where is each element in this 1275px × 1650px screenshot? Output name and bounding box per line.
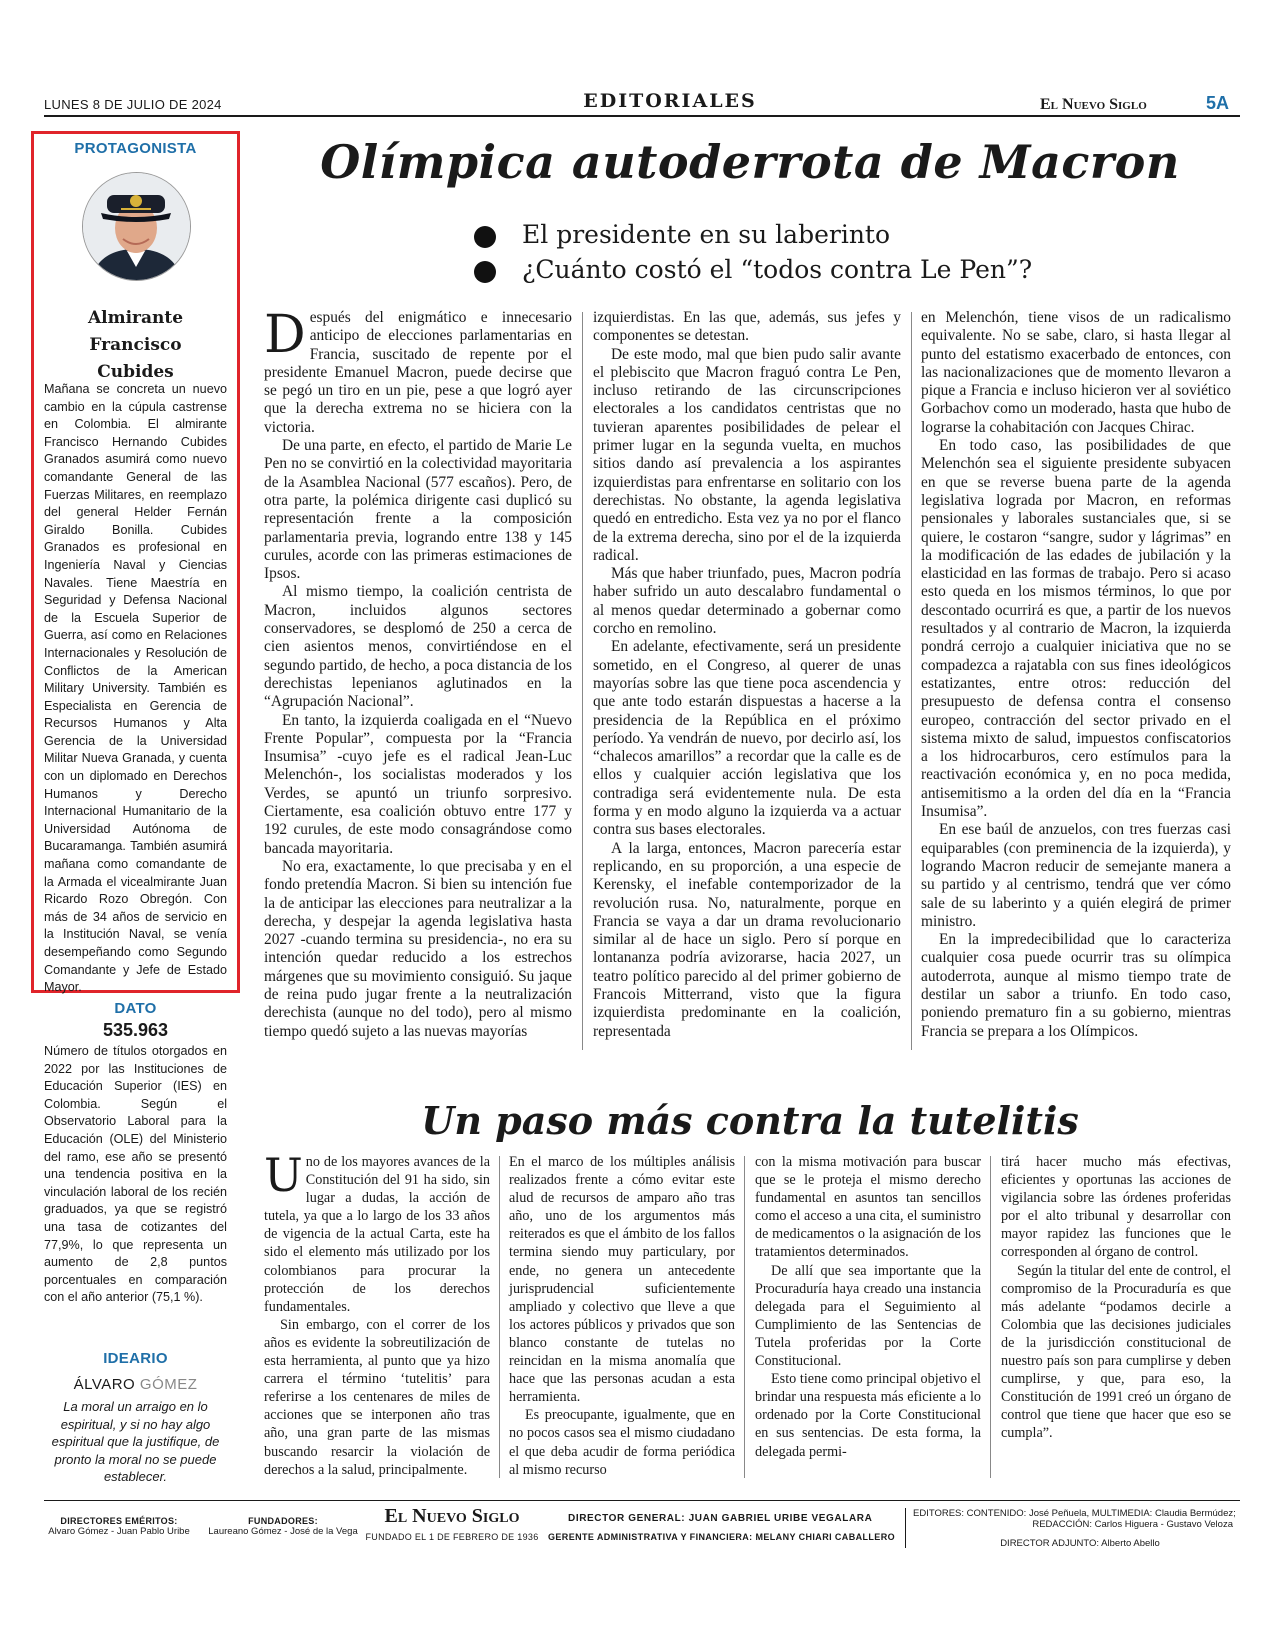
paragraph: no de los mayores avances de la Constitución del 91 ha sido, sin lugar a dudas, la acción de tutela, ya que a lo largo de los 33 años de vigencia de la actual Carta, este ha sido el elemento más utilizado por los colombianos para procurar la protección de los derechos fundamentales. [264,1154,490,1315]
paragraph: espués del enigmático e innecesario anticipo de elecciones parlamentarias en Francia, suscitado de repente por el presidente Emanuel Macron, puede decirse que se pegó un tiro en un pie, pese a que logró ayer que la derecha extrema no se hiciera con la victoria. [264,309,572,436]
paragraph: en Melenchón, tiene visos de un radicalismo equivalente. No se sabe, claro, si hasta llegar al punto del estatismo exacerbado de entonces, con las nacionalizaciones que de momento llevaron a pique a Francia e incluso hicieron ver al soviético Gorbachov como un moderado, hasta que hubo de lograrse la cohabitación con Jacques Chirac. [921,309,1231,436]
column-divider [911,312,912,1050]
admiral-portrait-icon [83,173,190,280]
author-last-name: GÓMEZ [139,1376,198,1393]
directores-emeritos [44,1516,194,1537]
emeritos-names: Alvaro Gómez - Juan Pablo Uribe [48,1526,190,1537]
paragraph: con la misma motivación para buscar que se le proteja el mismo derecho fundamental en asuntos tan sencillos como el acceso a una cita, el suministro de medicamentos o la asignación de los tratamientos determinados. [755,1154,981,1261]
ideario-author [34,1376,237,1393]
drop-cap: D [264,305,306,365]
paragraph: Más que haber triunfado, pues, Macron podría haber sufrido un auto descalabro fundamental o al menos quedar determinado a gobernar como corcho en remolino. [593,565,901,638]
editorial-1-title: Olímpica autoderrota de Macron [320,135,1180,189]
editorial-2-column-1 [264,1148,490,1479]
drop-cap: U [264,1148,303,1202]
paragraph: No era, exactamente, lo que precisaba y en el fondo pretendía Macron. Si bien su intención fue la de anticipar las elecciones para neutralizar a la derecha, y despejar la agenda legislativa hasta 2027 -cuando termina su presidencia-, no era su intención quedar reducido a los estrechos márgenes que su movimiento consiguió. Su jaque de reina pudo jugar frente a la neutralización derechista (aunque no del todo), pero al mismo tiempo quedó sujeto a las nuevas mayorías [264,857,572,1040]
fundadores [208,1516,358,1537]
paragraph: Según la titular del ente de control, el compromiso de la Procuraduría es que más adelante “podamos decirle a Colombia que las decisiones judiciales de la jurisdicción constitucional de nuestro país son para cumplirse y deben cumplirse, y que, para eso, la Constitución de 1991 creó un órgano de control que tiene que hacer que eso se cumpla”. [1001,1262,1231,1442]
page-number: 5A [1206,93,1230,113]
dato-label: DATO [114,1000,157,1017]
editorial-2-column-4 [1001,1153,1231,1443]
paragraph: En adelante, efectivamente, será un presidente sometido, en el Congreso, al querer de unas mayorías sobre las que tiene poca ascendencia y que ante todo estarán dispuestas a hacerse a la presidencia de la República en el próximo período. Ya vendrán de nuevo, por decirlo así, los “chalecos amarillos” a recordar que la calle es de ellos y cualquier acción legislativa que los contradiga será evidentemente nula. De esta forma y en modo alguno la izquierda va a actuar contra sus bases electorales. [593,638,901,839]
ideario-quote: La moral un arraigo en lo espiritual, y si no hay algo espiritual que la justifique, de pronto la moral no se puede establecer. [51,1399,220,1484]
editores-line-2: REDACCIÓN: Carlos Higuera - Gustavo Veloza [1032,1519,1233,1530]
dato-number: 535.963 [102,1020,169,1040]
bullet-icon [474,261,496,283]
editorial-1-deck-2: ¿Cuánto costó el “todos contra Le Pen”? [522,255,1033,284]
paragraph: tirá hacer mucho más efectivas, eficientes y oportunas las acciones de vigilancia sobre las órdenes proferidas por el alto tribunal y desarrollar con mayor rapidez las funciones que le corresponden al órgano de control. [1001,1154,1231,1261]
protagonist-name [44,305,227,386]
protagonist-name-line: Cubides [97,362,174,382]
editorial-1-column-1 [264,305,572,1041]
newspaper-name: El Nuevo Siglo [1040,96,1147,113]
paragraph: De este modo, mal que bien pudo salir avante el plebiscito que Macron fraguó contra Le Pen, incluso retirando de las circunscripciones electorales a los candidatos centristas que no tuvieran aparentes posibilidades de pelear el primer lugar en la segunda vuelta, en muchos sitios dando así prevalencia a los aspirantes izquierdistas para enfrentarse en solitario con los derechistas. No obstante, la agenda legislativa quedó en entredicho. Esta vez ya no por el flanco de la extrema derecha, sino por el de la izquierda radical. [593,345,901,564]
paragraph: Al mismo tiempo, la coalición centrista de Macron, incluidos algunos sectores conservadores, se desplomó de 250 a cerca de cien asientos menos, convirtiéndose en el segundo partido, de hecho, a poca distancia de los derechistas lepenianos aglutinados en la “Agrupación Nacional”. [264,583,572,711]
paragraph: En todo caso, las posibilidades de que Melenchón sea el siguiente presidente subyacen en que se reverse buena parte de la agenda legislativa lograda por Macron, en reformas pensionales y laborales sustanciales que, si se quiere, le costaron “sangre, sudor y lágrimas” en la modificación de las edades de jubilación y la elasticidad en las formas de trabajo. Pero si acaso esto queda en los mismos términos, lo que por descontado ocurrirá es que, a partir de los nuevos resultados y al contrario de Macron, la izquierda pondrá cerrojo a cualquier iniciativa que no se compadezca a rajatabla con sus fines ideológicos estatizantes, entre otros: reducción del presupuesto de defensa contra el consenso europeo, contracción del sector privado en el sistema mixto de salud, impuestos confiscatorios a los hidrocarburos, cero estímulos para la reactivación económica y, en no poca medida, antisemitismo a la orden del día en la “Francia Insumisa”. [921,437,1231,821]
footer-rule [44,1500,1240,1501]
director-adjunto: DIRECTOR ADJUNTO: Alberto Abello [1000,1538,1160,1549]
author-first-name: ÁLVARO [73,1376,136,1393]
gerente: GERENTE ADMINISTRATIVA Y FINANCIERA: MELANY CHIARI CABALLERO [548,1532,896,1542]
paragraph: Es preocupante, igualmente, que en no pocos casos sea el mismo ciudadano el que deba acudir de forma periódica al mismo recurso [509,1407,735,1478]
footer-founded: FUNDADO EL 1 DE FEBRERO DE 1936 [365,1532,539,1542]
fundadores-names: Laureano Gómez - José de la Vega [208,1526,358,1537]
editorial-2-column-3 [755,1153,981,1461]
column-divider [990,1156,991,1478]
paragraph: De allí que sea importante que la Procuraduría haya creado una instancia delegada para el Seguimiento al Cumplimiento de las Sentencias de Tutela proferidas por la Corte Constitucional. [755,1262,981,1370]
page-date: LUNES 8 DE JULIO DE 2024 [44,97,222,112]
paragraph: De una parte, en efecto, el partido de Marie Le Pen no se convirtió en la colectividad mayoritaria de la Asamblea Nacional (577 escaños). Pero, de otra parte, la polémica dirigente casi duplicó su representación frente a la composición parlamentaria previa, logrando entre 138 y 145 curules, acorde con las primeras estimaciones de Ipsos. [264,437,572,583]
editorial-1-deck-1: El presidente en su laberinto [522,220,891,249]
protagonista-label: PROTAGONISTA [74,140,197,157]
editores-line-1: EDITORES: CONTENIDO: José Peñuela, MULTIMEDIA: Claudia Bermúdez; [913,1508,1236,1519]
protagonist-name-line: Francisco [89,335,182,355]
director-general: DIRECTOR GENERAL: JUAN GABRIEL URIBE VEGALARA [568,1513,873,1524]
editores [913,1508,1236,1530]
protagonist-name-line: Almirante [87,308,184,328]
column-divider [582,312,583,1050]
ideario-label: IDEARIO [103,1350,168,1367]
editorial-2-column-2 [509,1153,735,1479]
footer-divider [905,1508,906,1548]
paragraph: En la impredecibilidad que lo caracteriza cualquier cosa puede ocurrir tras su olímpica autoderrota, aunque al mismo tiempo trate de destilar un sabor a triunfo. En todo caso, poniendo prematuro fin a su gobierno, mientras Francia se prepara a los Olímpicos. [921,931,1231,1040]
paragraph: En tanto, la izquierda coaligada en el “Nuevo Frente Popular”, compuesta por la “Francia Insumisa” -cuyo jefe es el radical Jean-Luc Melenchón-, los socialistas moderados y los Verdes, se apuntó un triunfo sorpresivo. Ciertamente, esa coalición obtuvo entre 177 y 192 curules, de este modo consagrándose como bancada mayoritaria. [264,711,572,857]
protagonist-avatar [82,172,191,281]
footer-logo: El Nuevo Siglo [384,1505,520,1527]
paragraph: izquierdistas. En las que, además, sus jefes y componentes se detestan. [593,309,901,345]
fundadores-label: FUNDADORES: [248,1516,318,1526]
paragraph: En ese baúl de anzuelos, con tres fuerzas casi equiparables (con preminencia de la izquierda), y logrando Macron reducir de semejante manera a su partido y al centrismo, tendrá que ver cómo sale de su laberinto y a quién elegirá de primer ministro. [921,821,1231,930]
paragraph: Sin embargo, con el correr de los años es evidente la sobreutilización de esta herramienta, al punto que ya hizo carrera el término ‘tutelitis’ para referirse a los centenares de miles de acciones que se interponen año tras año, una gran parte de las mismas buscando resarcir la violación de derechos a la salud, principalmente. [264,1316,490,1478]
dato-text: Número de títulos otorgados en 2022 por las Instituciones de Educación Superior (IES) en Colombia. Según el Observatorio Laboral para la Educación (OLE) del Ministerio del ramo, ese año se presentó una tendencia positiva en la vinculación laboral de los recién graduados, ya que se registró una tasa de cotizantes del 77,9%, lo que representa un aumento de 2,8 puntos porcentuales en comparación con el año anterior (75,1 %). [44,1044,227,1305]
editorial-1-column-2 [593,309,901,1041]
column-divider [744,1156,745,1478]
editorial-1-column-3 [921,309,1231,1041]
paragraph: En el marco de los múltiples análisis realizados frente a cómo evitar este alud de recursos de amparo año tras año, uno de los argumentos más reiterados es que el ámbito de los fallos termina siendo muy particulary, por ende, no genera un antecedente jurisprudencial suficientemente ampliado y colectivo que lleve a que los actores públicos y privados que son blanco constante de tutelas no reincidan en la misma anomalía que hace que las personas acudan a esta herramienta. [509,1154,735,1406]
paragraph: Esto tiene como principal objetivo el brindar una respuesta más eficiente a lo ordenado por la Corte Constitucional en sus sentencias. De esta forma, la delegada permi- [755,1371,981,1460]
protagonista-text: Mañana se concreta un nuevo cambio en la cúpula castrense en Colombia. El almirante Francisco Hernando Cubides Granados asumirá como nuevo comandante General de las Fuerzas Militares, en reemplazo del general Helder Fernán Giraldo Bonilla. Cubides Granados es profesional en Ingeniería Naval y Ciencias Navales. Tiene Maestría en Seguridad y Defensa Nacional de la Escuela Superior de Guerra, así como en Relaciones Internacionales y Resolución de Conflictos de la American Military University. También es Especialista en Gerencia de Recursos Humanos y Alta Gerencia de la Universidad Militar Nueva Granada, y cuenta con un diplomado en Derechos Humanos y Derecho Internacional Humanitario de la Universidad Autónoma de Bucaramanga. También asumirá mañana como comandante de la Armada el vicealmirante Juan Ricardo Rozo Obregón. Con más de 34 años de servicio en la Institución Naval, se venía desempeñando como Segundo Comandante y Jefe de Estado Mayor. [44,382,227,995]
editorial-2-title: Un paso más contra la tutelitis [421,1098,1079,1143]
column-divider [499,1156,500,1478]
emeritos-label: DIRECTORES EMÉRITOS: [60,1516,178,1526]
bullet-icon [474,226,496,248]
header-rule [44,115,1240,117]
paragraph: A la larga, entonces, Macron parecería estar replicando, en su proporción, a una especie de Kerensky, el inefable contemporizador de la revolución rusa. No, naturalmente, porque en Francia se vaya a dar un drama revolucionario similar al de hace un siglo. Pero sí porque en lontananza podría avizorarse, hacia 2027, un teatro político parecido al del primer gobierno de Francois Mitterrand, visto que la figura izquierdista predominante en la coalición, representada [593,839,901,1040]
section-title: EDITORIALES [583,90,757,112]
